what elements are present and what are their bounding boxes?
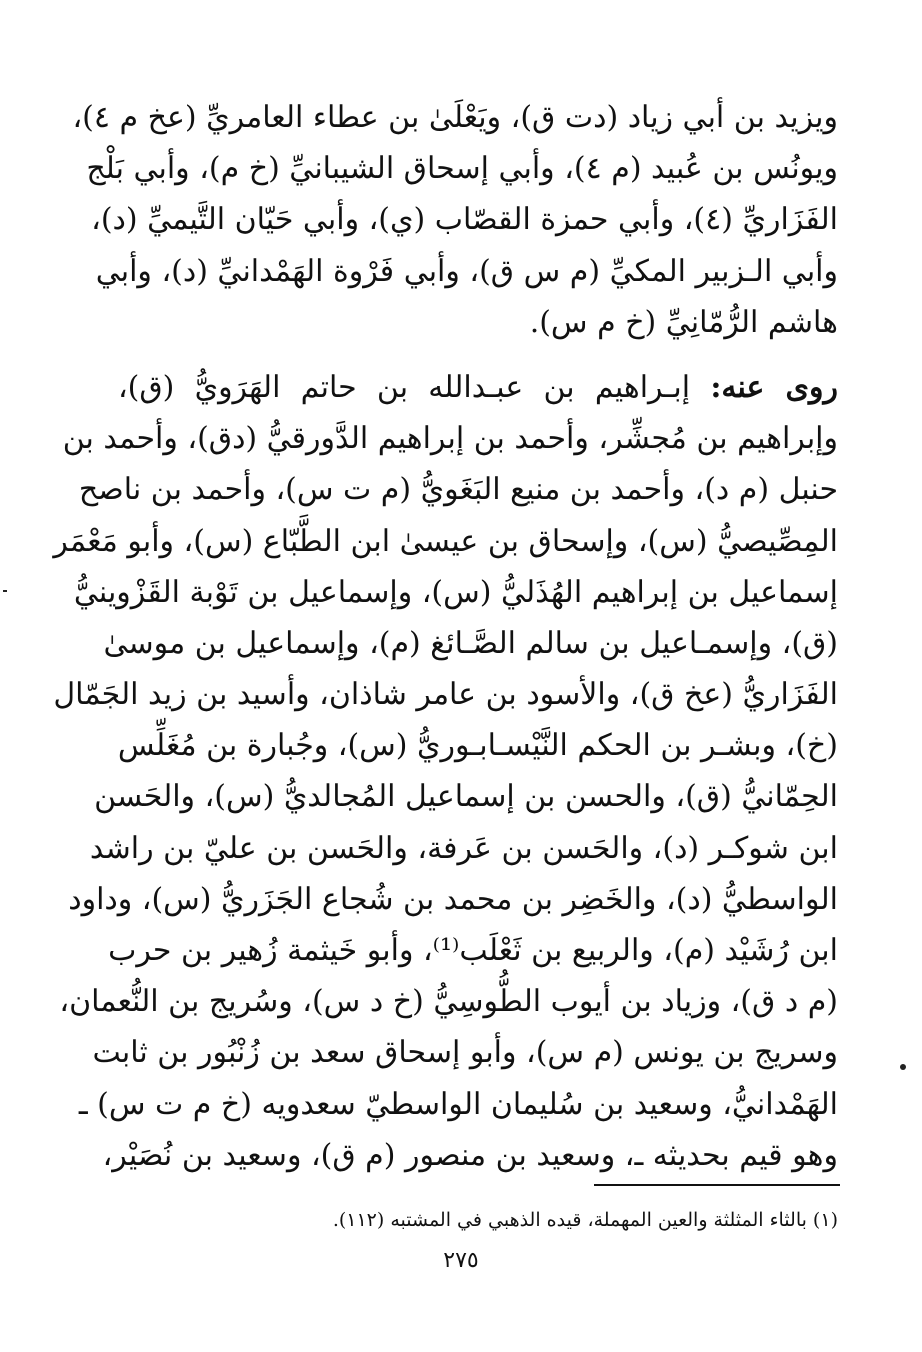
page-number: ٢٧٥ — [443, 1248, 479, 1273]
text-line: وهو قيم بحديثه ـ، وسعيد بن منصور (م ق)، وسعيد بن نُصَيْر، — [102, 1137, 838, 1173]
text-line: ويزيد بن أبي زياد (دت ق)، ويَعْلَىٰ بن عطاء العامريِّ (عخ م ٤)، — [72, 100, 838, 135]
margin-speck — [3, 590, 7, 592]
text-line: المِصِّيصيُّ (س)، وإسحاق بن عيسىٰ ابن الطَّبّاع (س)، وأبو مَعْمَر — [53, 523, 838, 559]
text-line: الحِمّانيُّ (ق)، والحسن بن إسماعيل المُجالديُّ (س)، والحَسن — [94, 779, 838, 815]
text-line: ابن رُشَيْد (م)، والربيع بن ثَعْلَب⁽¹⁾، وأبو خَيثمة زُهير بن حرب — [108, 933, 838, 968]
text-line: إسماعيل بن إبراهيم الهُذَليُّ (س)، وإسماعيل بن تَوْبة القَزْوينيُّ — [73, 574, 838, 610]
text-line: (ق)، وإسمـاعيل بن سالم الصَّـائغ (م)، وإسماعيل بن موسىٰ — [103, 625, 838, 661]
text-line: الواسطيُّ (د)، والخَضِر بن محمد بن شُجاع الجَزَريُّ (س)، وداود — [68, 881, 838, 917]
footnote-divider — [594, 1184, 840, 1186]
text-fragment: إبـراهيم بن عبـدالله بن حاتم الهَرَويُّ (ق)، — [118, 369, 691, 405]
text-line: حنبل (م د)، وأحمد بن منيع البَغَويُّ (م ت س)، وأحمد بن ناصح — [78, 472, 838, 508]
footnote: (١) بالثاء المثلثة والعين المهملة، قيده الذهبي في المشتبه (١١٢). — [332, 1209, 838, 1231]
main-text — [53, 92, 839, 1181]
text-line: (خ)، وبشـر بن الحكم النَّيْسـابـوريُّ (س)، وجُبارة بن مُغَلِّس — [117, 728, 838, 764]
text-line-with-label — [118, 362, 838, 413]
text-line: هاشم الرُّمّانِيِّ (خ م س). — [529, 304, 838, 340]
paragraph-narrated-by — [53, 362, 839, 1181]
text-line: الفَزَاريُّ (عخ ق)، والأسود بن عامر شاذان، وأسيد بن زيد الجَمّال — [53, 677, 838, 713]
text-line: ابن شوكـر (د)، والحَسن بن عَرفة، والحَسن بن عليّ بن راشد — [89, 830, 838, 866]
paragraph-narrators-from — [72, 92, 838, 348]
text-line: ويونُس بن عُبيد (م ٤)، وأبي إسحاق الشيبانيِّ (خ م)، وأبي بَلْج — [86, 151, 838, 187]
section-label: روى عنه: — [710, 369, 839, 405]
text-line: وإبراهيم بن مُجشِّر، وأحمد بن إبراهيم الدَّورقيُّ (دق)، وأحمد بن — [62, 421, 838, 457]
text-line: الهَمْدانيُّ، وسعيد بن سُليمان الواسطيّ سعدويه (خ م ت س) ـ — [78, 1086, 838, 1122]
text-line: (م د ق)، وزياد بن أيوب الطُّوسِيُّ (خ د س)، وسُريج بن النُّعمان، — [59, 984, 838, 1020]
text-line: الفَزَاريِّ (٤)، وأبي حمزة القصّاب (ي)، وأبي حَيّان التَّيميِّ (د)، — [91, 202, 838, 238]
text-line: وسريج بن يونس (م س)، وأبو إسحاق سعد بن زُنْبُور بن ثابت — [92, 1035, 838, 1071]
text-line: وأبي الـزبير المكيِّ (م س ق)، وأبي فَرْوة الهَمْدانيِّ (د)، وأبي — [95, 253, 838, 289]
margin-speck — [900, 1064, 906, 1070]
